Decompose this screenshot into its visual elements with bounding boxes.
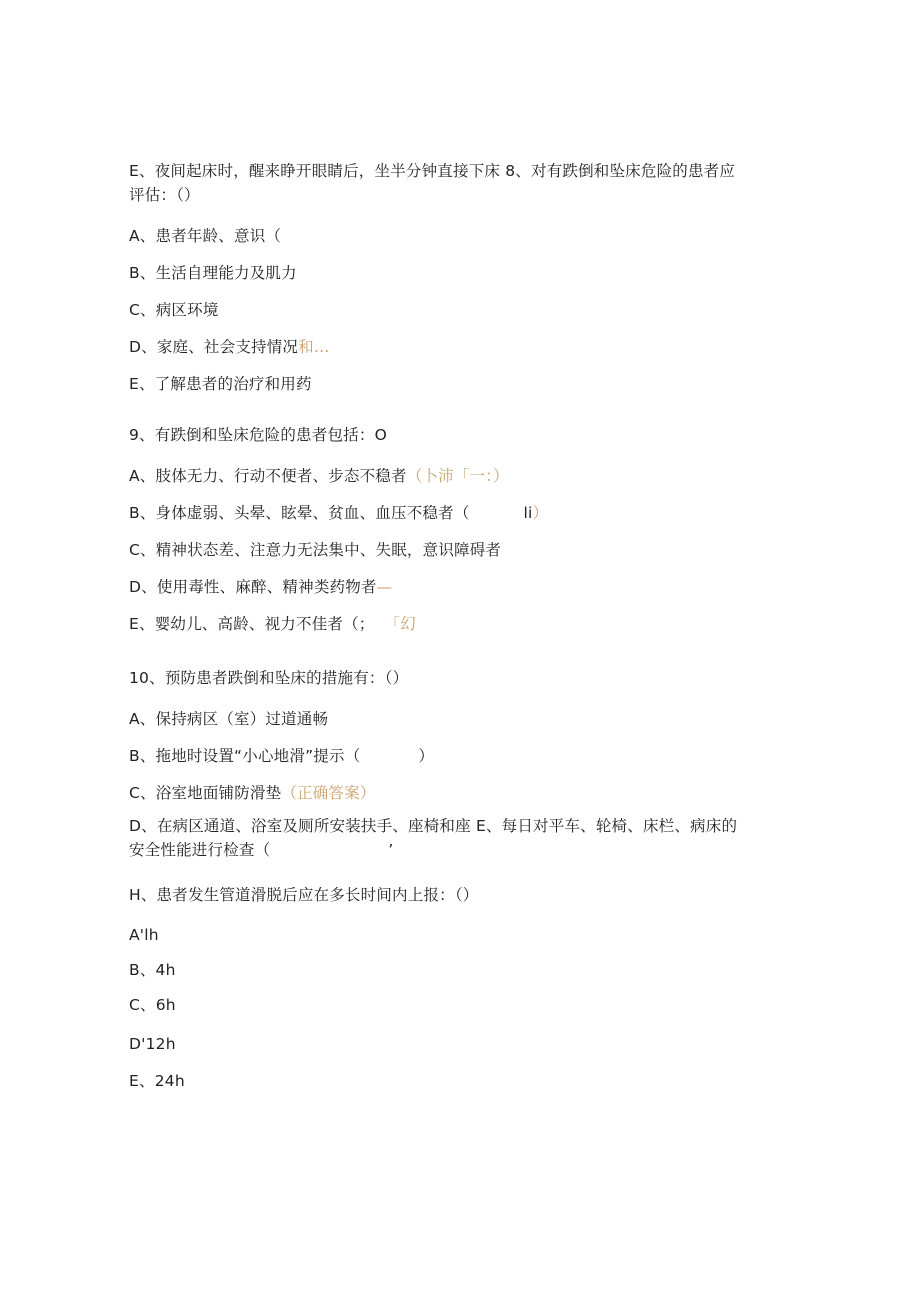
q9-option-e <box>129 613 416 635</box>
q10-option-c <box>129 782 376 804</box>
q8-option-b-text: B、生活自理能力及肌力 <box>129 264 297 282</box>
q8-question-line <box>129 184 200 206</box>
q8-option-c <box>129 299 219 321</box>
q10-option-e-close: ’ <box>388 841 394 859</box>
q11-option-d <box>129 1033 176 1055</box>
q9-option-d-answer-mark: — <box>376 578 393 596</box>
q9-option-a-text: A、肢体无力、行动不便者、步态不稳者 <box>129 467 407 485</box>
q10-option-b <box>129 745 434 767</box>
q11-option-a <box>129 924 159 946</box>
q10-option-b-close: ） <box>418 747 435 765</box>
q11-question-text: H、患者发生管道滑脱后应在多长时间内上报：（） <box>129 886 479 904</box>
q9-question <box>129 424 387 446</box>
q8-option-b <box>129 262 297 284</box>
q10-option-d-e-text: D、在病区通道、浴室及厕所安装扶手、座椅和座 E、每日对平车、轮椅、床栏、病床的 <box>129 817 738 835</box>
q9-option-e-answer-mark: 「幻 <box>384 615 416 633</box>
q9-option-b-text: B、身体虚弱、头晕、眩晕、贫血、血压不稳者（ <box>129 504 470 522</box>
q9-option-b-answer-mark: ） <box>532 504 549 522</box>
q9-option-b <box>129 502 548 524</box>
q9-option-a <box>129 465 509 487</box>
q10-question <box>129 667 408 689</box>
q11-question <box>129 884 479 906</box>
q11-option-e <box>129 1070 185 1092</box>
q10-option-e-cont-text: 安全性能进行检查（ <box>129 841 271 859</box>
q9-option-e-text: E、婴幼儿、高龄、视力不佳者（； <box>129 615 375 633</box>
q8-question-text: 评估：（） <box>129 186 200 204</box>
q8-option-d-text: D、家庭、社会支持情况 <box>129 338 299 356</box>
q10-option-c-text: C、浴室地面铺防滑垫 <box>129 784 282 802</box>
q8-option-e-text: E、了解患者的治疗和用药 <box>129 375 312 393</box>
q9-option-a-answer-mark: （卜沛「一：） <box>406 467 509 485</box>
q9-option-b-mark: li <box>523 504 533 522</box>
q9-option-d <box>129 576 392 598</box>
q9-option-d-text: D、使用毒性、麻醉、精神类药物者 <box>129 578 377 596</box>
q10-option-c-answer-mark: （正确答案） <box>281 784 376 802</box>
q11-option-a-text: A'lh <box>129 926 159 944</box>
q8-option-a <box>129 225 281 247</box>
q10-option-e-cont <box>129 839 393 861</box>
q8-option-d-answer-mark: 和… <box>298 338 330 356</box>
q8-option-c-text: C、病区环境 <box>129 301 219 319</box>
q7-option-e-line <box>129 160 735 182</box>
q8-option-e <box>129 373 312 395</box>
q11-option-d-text: D'12h <box>129 1035 176 1053</box>
q8-option-d <box>129 336 330 358</box>
q7-option-e-text: E、夜间起床时，醒来睁开眼睛后，坐半分钟直接下床 8、对有跌倒和坠床危险的患者应 <box>129 162 736 180</box>
q9-option-c-text: C、精神状态差、注意力无法集中、失眠，意识障碍者 <box>129 541 502 559</box>
q11-option-e-text: E、24h <box>129 1072 185 1090</box>
q10-question-text: 10、预防患者跌倒和坠床的措施有：（） <box>129 669 409 687</box>
q10-option-b-text: B、拖地时设置“小心地滑”提示（ <box>129 747 361 765</box>
q11-option-c <box>129 994 176 1016</box>
q9-option-c <box>129 539 501 561</box>
q10-option-a <box>129 708 328 730</box>
q11-option-b-text: B、4h <box>129 961 176 979</box>
q10-option-d-e <box>129 815 737 837</box>
q9-question-text: 9、有跌倒和坠床危险的患者包括：O <box>129 426 387 444</box>
q10-option-a-text: A、保持病区（室）过道通畅 <box>129 710 329 728</box>
q11-option-c-text: C、6h <box>129 996 176 1014</box>
q11-option-b <box>129 959 176 981</box>
q8-option-a-text: A、患者年龄、意识（ <box>129 227 282 245</box>
